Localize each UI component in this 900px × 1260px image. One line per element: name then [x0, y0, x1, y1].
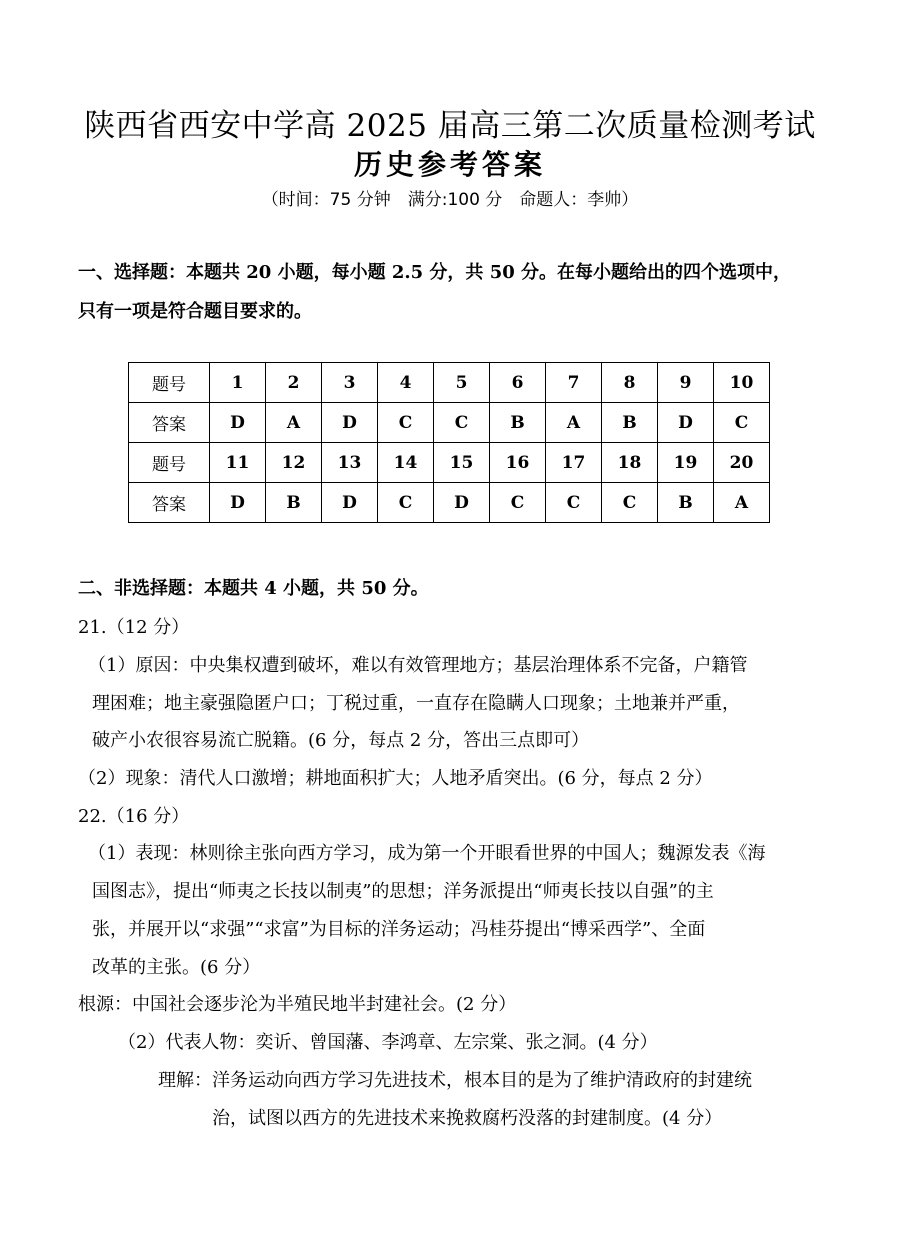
table-row — [129, 403, 770, 443]
answer-cell: D — [434, 483, 490, 523]
answer-cell: D — [322, 403, 378, 443]
question-number: 19 — [658, 443, 714, 483]
question-number: 4 — [378, 363, 434, 403]
table-row — [129, 363, 770, 403]
question-number: 12 — [266, 443, 322, 483]
q22-understanding-line1: 理解：洋务运动向西方学习先进技术，根本目的是为了维护清政府的封建统 — [158, 1070, 752, 1091]
question-number: 3 — [322, 363, 378, 403]
q22-part1-line1: （1）表现：林则徐主张向西方学习，成为第一个开眼看世界的中国人；魏源发表《海 — [88, 843, 766, 864]
exam-meta: （时间：75 分钟 满分:100 分 命题人：李帅） — [261, 190, 639, 210]
answer-cell: A — [266, 403, 322, 443]
section2-heading: 二、非选择题：本题共 4 小题，共 50 分。 — [78, 578, 429, 599]
answer-cell: C — [378, 403, 434, 443]
question-number: 9 — [658, 363, 714, 403]
table-row — [129, 443, 770, 483]
q22-part1-line3: 张，并展开以“求强”“求富”为目标的洋务运动；冯桂芬提出“博采西学”、全面 — [92, 919, 706, 940]
question-number: 10 — [714, 363, 770, 403]
answer-cell: B — [490, 403, 546, 443]
question-number: 6 — [490, 363, 546, 403]
question-number: 18 — [602, 443, 658, 483]
table-row — [129, 483, 770, 523]
answer-cell: C — [546, 483, 602, 523]
label-answer: 答案 — [129, 483, 210, 523]
answer-cell: B — [266, 483, 322, 523]
q21-part1-line2: 理困难；地主豪强隐匿户口；丁税过重，一直存在隐瞒人口现象；土地兼并严重， — [92, 693, 740, 714]
answer-cell: A — [546, 403, 602, 443]
section1-heading-line2: 只有一项是符合题目要求的。 — [78, 301, 312, 322]
question-number: 16 — [490, 443, 546, 483]
answer-cell: C — [714, 403, 770, 443]
question-number: 1 — [210, 363, 266, 403]
question-number: 17 — [546, 443, 602, 483]
question-number: 13 — [322, 443, 378, 483]
q21-part1-line1: （1）原因：中央集权遭到破坏，难以有效管理地方；基层治理体系不完备，户籍管 — [88, 655, 748, 676]
q21-part2: （2）现象：清代人口激增；耕地面积扩大；人地矛盾突出。(6 分，每点 2 分） — [78, 768, 713, 789]
label-number: 题号 — [129, 443, 210, 483]
label-number: 题号 — [129, 363, 210, 403]
question-number: 15 — [434, 443, 490, 483]
answer-cell: C — [378, 483, 434, 523]
question-number: 8 — [602, 363, 658, 403]
answer-cell: A — [714, 483, 770, 523]
answer-cell: D — [210, 403, 266, 443]
answer-cell: D — [210, 483, 266, 523]
question-number: 5 — [434, 363, 490, 403]
label-answer: 答案 — [129, 403, 210, 443]
q22-part1-line2: 国图志》，提出“师夷之长技以制夷”的思想；洋务派提出“师夷长技以自强”的主 — [92, 881, 714, 902]
q21-heading: 21.（12 分） — [78, 617, 190, 638]
q22-root: 根源：中国社会逐步沦为半殖民地半封建社会。(2 分） — [78, 994, 517, 1015]
document-title: 陕西省西安中学高 2025 届高三第二次质量检测考试 — [84, 108, 816, 144]
answer-table — [128, 362, 770, 523]
q22-understanding-line2: 治，试图以西方的先进技术来挽救腐朽没落的封建制度。(4 分） — [212, 1108, 723, 1129]
q22-part2: （2）代表人物：奕䜣、曾国藩、李鸿章、左宗棠、张之洞。(4 分） — [118, 1032, 658, 1053]
answer-cell: B — [602, 403, 658, 443]
question-number: 20 — [714, 443, 770, 483]
question-number: 11 — [210, 443, 266, 483]
answer-cell: C — [602, 483, 658, 523]
q22-heading: 22.（16 分） — [78, 806, 190, 827]
document-subtitle: 历史参考答案 — [353, 148, 546, 181]
answer-cell: C — [434, 403, 490, 443]
answer-cell: D — [658, 403, 714, 443]
answer-cell: D — [322, 483, 378, 523]
question-number: 2 — [266, 363, 322, 403]
section1-heading-line1: 一、选择题：本题共 20 小题，每小题 2.5 分，共 50 分。在每小题给出的四个选项中， — [78, 262, 792, 283]
q22-part1-line4: 改革的主张。(6 分） — [92, 957, 261, 978]
answer-cell: C — [490, 483, 546, 523]
question-number: 14 — [378, 443, 434, 483]
answer-cell: B — [658, 483, 714, 523]
q21-part1-line3: 破产小农很容易流亡脱籍。(6 分，每点 2 分，答出三点即可） — [92, 730, 590, 751]
question-number: 7 — [546, 363, 602, 403]
